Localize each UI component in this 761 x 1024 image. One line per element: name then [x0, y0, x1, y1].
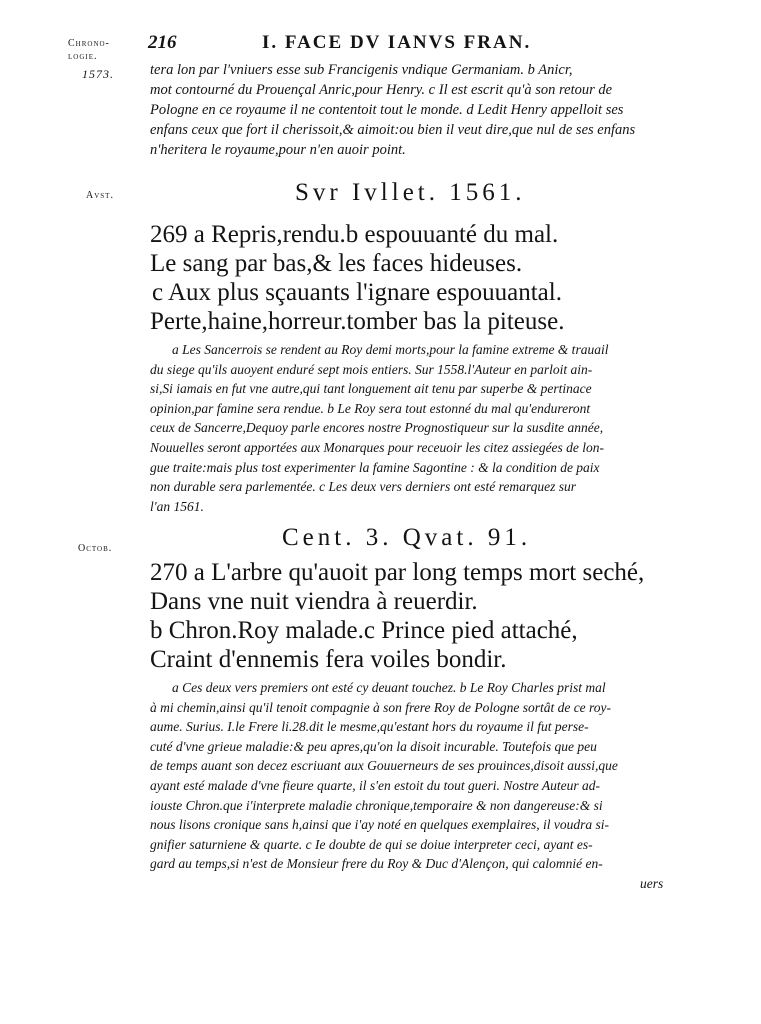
catchword: uers: [640, 876, 664, 891]
note-line: Nouuelles seront apportées aux Monarques pour receuoir les citez assiegées de lon-: [150, 439, 605, 455]
note-line: gue traite:mais plus tost experimenter la famine Sagontine : & la condition de paix: [150, 459, 600, 475]
margin-label-chronologie: Chrono-logie.: [68, 38, 110, 62]
note-line: nous lisons cronique sans h,ainsi que i'ay noté en quelques exemplaires, il voudra si-: [150, 817, 609, 833]
margin-year: 1573.: [82, 67, 114, 81]
verse-line: 270 a L'arbre qu'auoit par long temps mort seché,: [150, 559, 645, 586]
note-line: à mi chemin,ainsi qu'il tenoit compagnie à son frere Roy de Pologne sortât de ce roy-: [150, 699, 612, 715]
note-line: gnifier saturniene & quarte. c Ie doubte de qui se doiue interpreter ceci, ayant es-: [150, 836, 593, 852]
verse-line: b Chron.Roy malade.c Prince pied attaché,: [150, 617, 578, 644]
section-heading: Cent. 3. Qvat. 91.: [282, 524, 532, 551]
note-line: de temps auant son decez escriuant aux Gouuerneurs de ses prouinces,disoit aussi,que: [150, 758, 618, 774]
note-line: ceux de Sancerre,Dequoy parle encores nostre Prognostiqueur sur la susdite année,: [150, 420, 604, 436]
note-line: aume. Surius. I.le Frere li.28.dit le mesme,qu'estant hors du royaume il fut perse-: [150, 719, 589, 735]
note-line: ayant esté malade d'vne fieure quarte, il s'en estoit du tout gueri. Nostre Auteur ad-: [150, 777, 600, 793]
verse-line: 269 a Repris,rendu.b espouuanté du mal.: [150, 221, 559, 248]
running-title: I. FACE DV IANVS FRAN.: [262, 32, 532, 53]
verse-line: Craint d'ennemis fera voiles bondir.: [150, 646, 507, 673]
intro-line: tera lon par l'vniuers esse sub Francigenis vndique Germaniam. b Anicr,: [150, 62, 573, 78]
page-number: 216: [148, 32, 177, 53]
note-line: cuté d'vne grieue maladie:& peu apres,qu'on la disoit incurable. Toutefois que peu: [150, 738, 597, 754]
note-line: gard au temps,si n'est de Monsieur frere du Roy & Duc d'Alençon, qui calomnié en-: [150, 856, 603, 872]
note-line: a Ces deux vers premiers ont esté cy deuant touchez. b Le Roy Charles prist mal: [172, 680, 606, 695]
note-line: si,Si iamais en fut vne autre,qui tant longuement ait tenu par superbe & pertinace: [150, 381, 592, 397]
note-line: l'an 1561.: [150, 498, 204, 514]
commentary-notes: [150, 340, 608, 516]
verse-line: c Aux plus sçauants l'ignare espouuantal.: [152, 279, 562, 306]
note-line: non durable sera parlementée. c Les deux vers derniers ont esté remarquez sur: [150, 479, 577, 495]
intro-line: n'heritera le royaume,pour n'en auoir point.: [150, 142, 406, 158]
commentary-notes: [150, 678, 618, 874]
quatrain-verse: [150, 220, 564, 336]
note-line: opinion,par famine sera rendue. b Le Roy sera tout estonné du mal qu'endureront: [150, 400, 591, 416]
intro-line: enfans ceux que fort il cherissoit,& aimoit:ou bien il veut dire,que nul de ses enfans: [150, 122, 636, 138]
verse-line: Le sang par bas,& les faces hideuses.: [150, 250, 523, 277]
verse-line: Perte,haine,horreur.tomber bas la piteuse.: [150, 308, 565, 335]
note-line: du siege qu'ils auoyent enduré sept mois entiers. Sur 1558.l'Auteur en parloit ain-: [150, 361, 593, 377]
section-heading: Svr Ivllet. 1561.: [295, 179, 526, 206]
note-line: iouste Chron.que i'interprete maladie chronique,temporaire & non dangereuse:& si: [150, 797, 603, 813]
margin-label-month: Avst.: [86, 190, 114, 201]
intro-text: [150, 60, 635, 160]
quatrain-verse: [150, 558, 644, 674]
intro-line: mot contourné du Prouençal Anric,pour Henry. c Il est escrit qu'à son retour de: [150, 82, 613, 98]
margin-label-month: Octob.: [78, 543, 113, 554]
intro-line: Pologne en ce royaume il ne contentoit tout le monde. d Ledit Henry appelloit ses: [150, 102, 624, 118]
note-line: a Les Sancerrois se rendent au Roy demi morts,pour la famine extreme & trauail: [172, 342, 609, 357]
verse-line: Dans vne nuit viendra à reuerdir.: [150, 588, 478, 615]
